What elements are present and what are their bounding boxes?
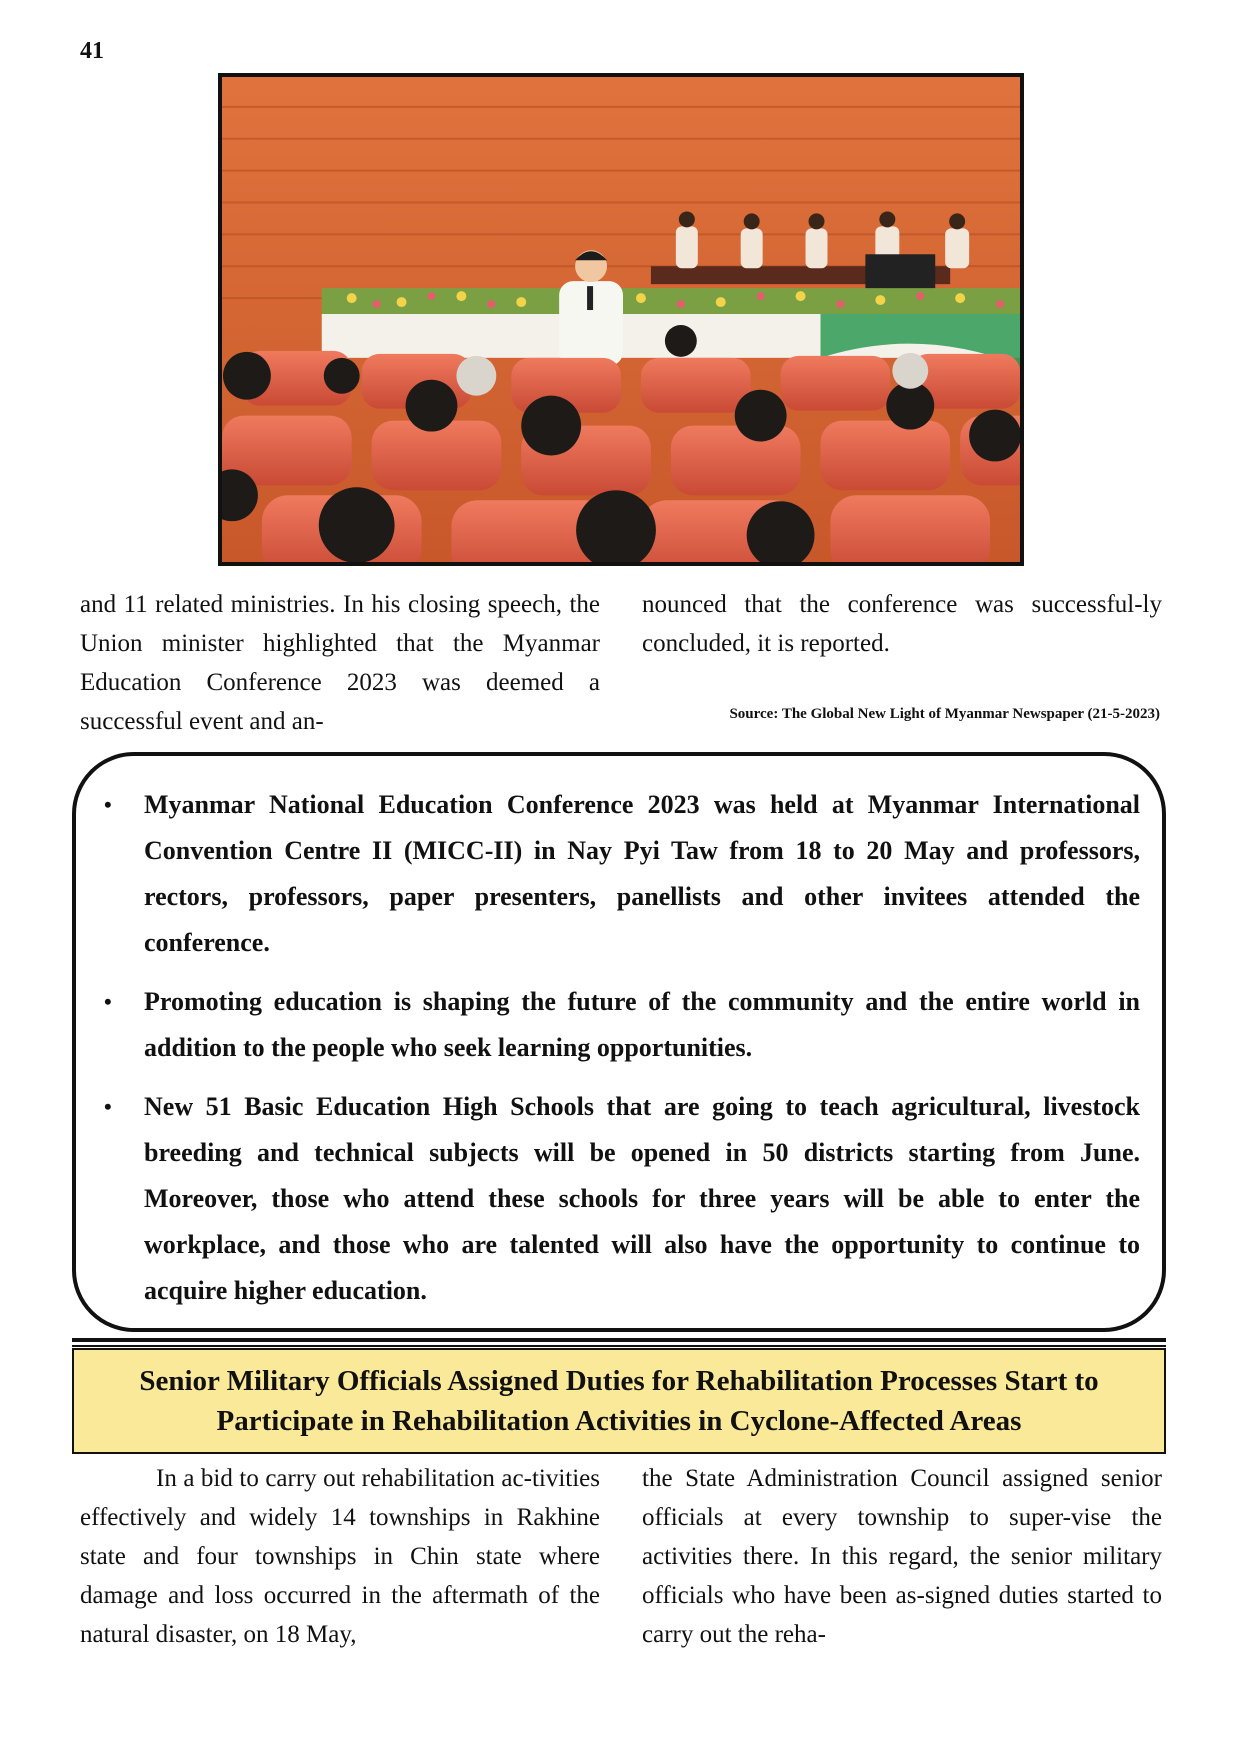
article-bottom-right-column [642,1459,1162,1654]
bullet-icon: • [104,989,112,1014]
article-top-right-column [642,585,1162,663]
article-bottom-left-column [80,1459,600,1654]
summary-point-text: New 51 Basic Education High Schools that are going to teach agricultural, livestock breeding and technical subjects will be opened in 50 districts starting from June. Moreover, those who attend these schools for three years will be able to enter the workplace, and those who are talented will also have the opportunity to continue to acquire higher education. [144,1092,1140,1305]
article-heading-box [72,1348,1166,1454]
section-divider [72,1338,1166,1347]
summary-box [72,752,1166,1332]
summary-list [104,782,1140,1327]
conference-hall-image [222,77,1020,562]
page-number: 41 [80,38,104,64]
article-bottom-right-text: the State Administration Council assigned senior officials at every township to super-vise the activities there. In this regard, the senior military officials who have been as-signed duties started to carry out the reha- [642,1465,1162,1648]
conference-photo [218,73,1024,566]
article-heading [139,1361,1098,1441]
bullet-icon: • [104,792,112,817]
summary-point-text: Myanmar National Education Conference 2023 was held at Myanmar International Convention Centre II (MICC-II) in Nay Pyi Taw from 18 to 20 May and professors, rectors, professors, paper presenters, panellists and other invitees attended the conference. [144,790,1140,957]
summary-point-text: Promoting education is shaping the future of the community and the entire world in addition to the people who seek learning opportunities. [144,987,1140,1062]
article-top-left-text: and 11 related ministries. In his closing speech, the Union minister highlighted that the Myanmar Education Conference 2023 was deemed a successful event and an- [80,591,600,735]
bullet-icon: • [104,1094,112,1119]
summary-point [104,1084,1140,1314]
summary-point [104,782,1140,966]
article-top-left-column [80,585,600,741]
summary-point [104,979,1140,1071]
article-top-right-text: nounced that the conference was successful-ly concluded, it is reported. [642,591,1162,657]
article-heading-line-2: Participate in Rehabilitation Activities in Cyclone-Affected Areas [216,1405,1022,1437]
article-bottom-left-text: In a bid to carry out rehabilitation ac-tivities effectively and widely 14 townships in Rakhine state and four townships in Chin state where damage and loss occurred in the aftermath of the natural disaster, on 18 May, [80,1465,600,1648]
source-citation: Source: The Global New Light of Myanmar Newspaper (21-5-2023) [729,706,1160,722]
article-heading-line-1: Senior Military Officials Assigned Duties for Rehabilitation Processes Start to [139,1365,1099,1397]
